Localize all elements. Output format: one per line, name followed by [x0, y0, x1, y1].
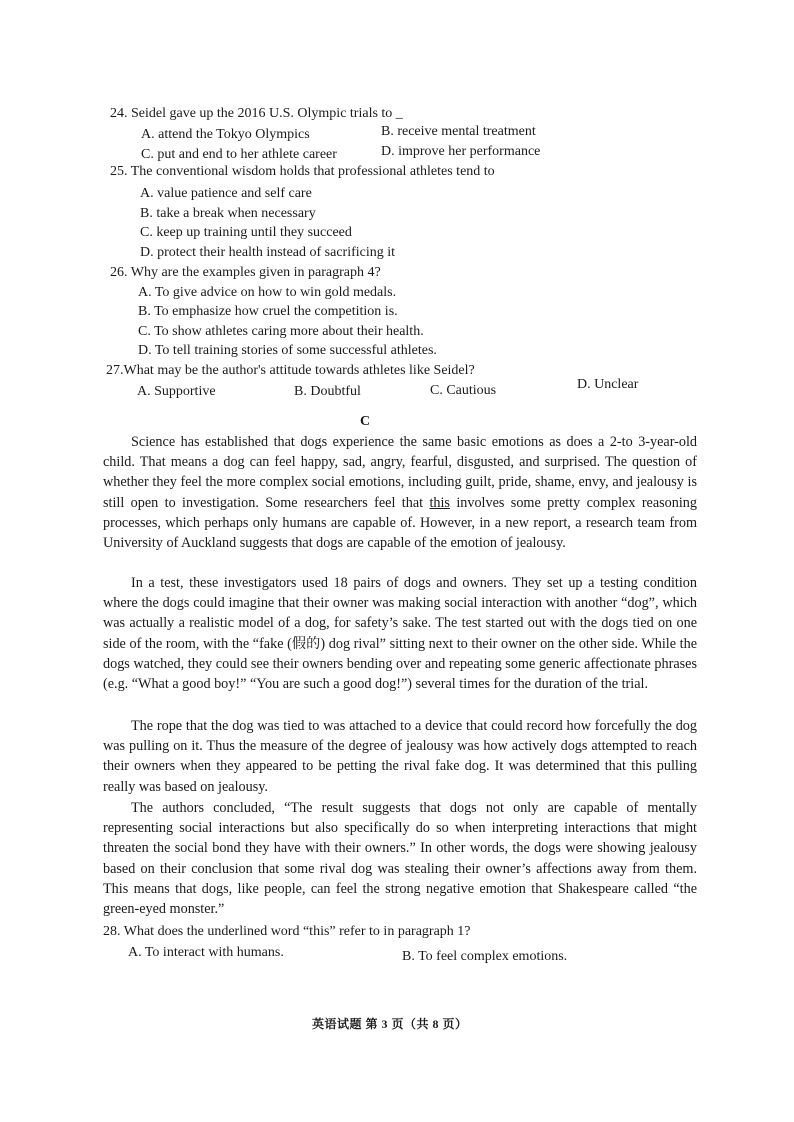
question-28-option-b: B. To feel complex emotions. — [402, 949, 568, 964]
question-27-stem: 27.What may be the author's attitude towards athletes like Seidel? — [106, 363, 475, 378]
question-26-option-b: B. To emphasize how cruel the competition is. — [138, 304, 398, 319]
passage-paragraph-3: The rope that the dog was tied to was attached to a device that could record how forcefully the dog was pulling on it. Thus the measure of the degree of jealousy was how actively dogs attempted to reach their owners when they appeared to be petting the rival fake dog. It was determined that this pulling really was based on jealousy. — [103, 718, 697, 795]
question-24-option-b: B. receive mental treatment — [381, 124, 536, 139]
question-26-option-c: C. To show athletes caring more about their health. — [138, 324, 424, 339]
question-25-option-c: C. keep up training until they succeed — [140, 225, 352, 240]
passage-paragraph-1 — [103, 432, 697, 553]
question-26-option-d: D. To tell training stories of some successful athletes. — [138, 343, 437, 358]
question-24-option-c: C. put and end to her athlete career — [141, 147, 337, 162]
question-28-option-a: A. To interact with humans. — [128, 945, 284, 960]
question-27-option-d: D. Unclear — [577, 377, 639, 392]
passage-paragraph-2: In a test, these investigators used 18 pairs of dogs and owners. They set up a testing condition where the dogs could imagine that their owner was making social interaction with another “dog”, which was actually a realistic model of a dog, for safety’s sake. The test started out with the dogs tied on one side of the room, with the “fake (假的) dog rival” sitting next to their owner on the other side. While the dogs watched, they could see their owners bending over and repeating some generic affectionate phrases (e.g. “What a good boy!” “You are such a good dog!”) several times for the duration of the trial. — [103, 575, 697, 693]
question-25-option-d: D. protect their health instead of sacrificing it — [140, 245, 396, 260]
question-26-stem: 26. Why are the examples given in paragraph 4? — [110, 265, 381, 280]
question-24-stem: 24. Seidel gave up the 2016 U.S. Olympic trials to _ — [110, 106, 403, 121]
passage-paragraph-4: The authors concluded, “The result suggests that dogs not only are capable of mentally representing social interactions but also specifically do so when interpreting interactions that might threaten the social bond they have with their owners.” In other words, the dogs were showing jealousy based on their conclusion that some rival dog was stealing their owner’s affections away from them. This means that dogs, like people, can feel the strong negative emotion that Shakespeare called “the green-eyed monster.” — [103, 800, 697, 918]
question-25-option-b: B. take a break when necessary — [140, 206, 316, 221]
question-27-option-a: A. Supportive — [137, 384, 216, 399]
underlined-word-this: this — [429, 494, 450, 511]
page-footer: 英语试题 第 3 页（共 8 页） — [312, 1017, 468, 1031]
question-27-option-b: B. Doubtful — [294, 384, 361, 399]
question-27-option-c: C. Cautious — [430, 383, 497, 398]
question-25-stem: 25. The conventional wisdom holds that professional athletes tend to — [110, 164, 495, 179]
question-25-option-a: A. value patience and self care — [140, 186, 312, 201]
passage-heading: C — [360, 414, 371, 429]
paragraph-1-text-before: Science has established that dogs experience the same basic emotions as does a 2-to 3-year-old child. That means a dog can feel happy, sad, angry, fearful, disgusted, and surprised. The question of whether they feel the more complex social emotions, including guilt, pride, shame, envy, and jealousy is still open to investigation. Some researchers feel that — [103, 434, 697, 511]
question-28-stem: 28. What does the underlined word “this” refer to in paragraph 1? — [103, 924, 471, 939]
question-24-option-d: D. improve her performance — [381, 144, 541, 159]
question-26-option-a: A. To give advice on how to win gold medals. — [138, 285, 397, 300]
question-24-option-a: A. attend the Tokyo Olympics — [141, 127, 310, 142]
paragraph-1-text-after: involves some pretty complex reasoning processes, which perhaps only humans are capable of. However, in a new report, a research team from University of Auckland suggests that dogs are capable of the emotion of jealousy. — [103, 494, 697, 552]
